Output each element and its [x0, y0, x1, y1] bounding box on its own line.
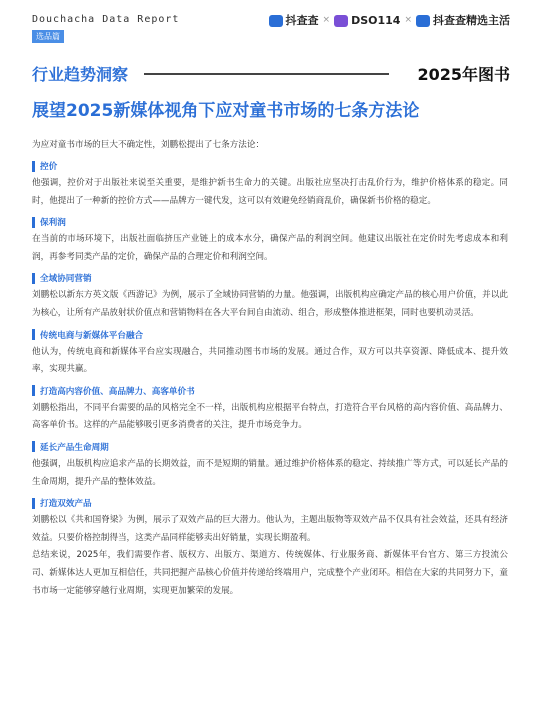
item-paragraph: 刘鹏松以新东方英文版《西游记》为例，展示了全域协同营销的力量。他强调，出版机构应确定产品的核心用户价值，并以此为核心，让所有产品放射状价值点和营销物料在各大平台间自由流动、组合，形成整体推进框架，同时也要机动灵活。 [32, 290, 508, 318]
heading-marker [32, 385, 35, 396]
brand-name: Douchacha Data Report [32, 14, 180, 25]
douchacha-logo: 抖查查 [269, 12, 319, 28]
douchacha-logo-icon [269, 15, 283, 27]
jingxuan-logo: 抖查查精选主活 [416, 12, 510, 28]
dso-logo-icon [334, 15, 348, 27]
article-body [32, 136, 508, 600]
item-heading: 控价 [32, 158, 508, 174]
section-title-bar [32, 62, 510, 86]
intro-paragraph: 为应对童书市场的巨大不确定性，刘鹏松提出了七条方法论： [32, 140, 265, 150]
section-title: 行业趋势洞察 [32, 65, 129, 84]
item-heading: 打造高内容价值、高品牌力、高客单价书 [32, 383, 508, 399]
jingxuan-logo-icon [416, 15, 430, 27]
item-paragraph: 刘鹏松以《共和国脊梁》为例，展示了双效产品的巨大潜力。他认为，主题出版物等双效产品不仅具有社会效益，还具有经济效益。只要价格控制得当，这类产品同样能够卖出好销量，实现长期盈利。 [32, 515, 508, 543]
heading-marker [32, 273, 35, 284]
title-divider [144, 73, 389, 75]
heading-marker [32, 329, 35, 340]
conclusion-paragraph: 总结来说，2025年，我们需要作者、版权方、出版方、渠道方、传统媒体、行业服务商、新媒体平台官方、第三方投流公司、新媒体达人更加互相信任，共同把握产品核心价值并传递给终端用户，完成整个产业闭环。相信在大家的共同努力下，童书市场一定能够穿越行业周期，实现更加繁荣的发展。 [32, 550, 508, 596]
logo-separator: × [322, 15, 331, 25]
dso-logo: DSO114 [334, 14, 400, 27]
heading-marker [32, 498, 35, 509]
heading-marker [32, 217, 35, 228]
heading-marker [32, 441, 35, 452]
item-paragraph: 他认为，传统电商和新媒体平台应实现融合，共同推动图书市场的发展。通过合作，双方可以共享资源、降低成本、提升效率，实现共赢。 [32, 346, 508, 375]
item-heading: 全域协同营销 [32, 270, 508, 286]
item-paragraph: 他强调，控价对于出版社来说至关重要，是维护新书生命力的关键。出版社应坚决打击乱价行为，维护价格体系的稳定。同时，他提出了一种新的控价方式——品牌方一键代发，这可以有效避免经销商乱价，确保新书价格的稳定。 [32, 178, 508, 206]
heading-marker [32, 161, 35, 172]
page-title: 展望2025新媒体视角下应对童书市场的七条方法论 [32, 101, 420, 121]
year-title: 2025年图书 [417, 65, 510, 84]
report-header [0, 0, 540, 45]
item-heading: 保利润 [32, 214, 508, 230]
item-heading: 传统电商与新媒体平台融合 [32, 327, 508, 343]
item-paragraph: 在当前的市场环境下，出版社面临挤压产业链上的成本水分，确保产品的利润空间。他建议出版社在定价时先考虑成本和利润，再参考同类产品的定价，确保产品的合理定价和利润空间。 [32, 234, 508, 262]
category-tag: 选品篇 [32, 30, 64, 43]
item-heading: 延长产品生命周期 [32, 439, 508, 455]
item-heading: 打造双效产品 [32, 495, 508, 511]
logo-separator: × [404, 15, 412, 25]
item-paragraph: 他强调，出版机构应追求产品的长期效益，而不是短期的销量。通过维护价格体系的稳定、持续推广等方式，可以延长产品的生命周期，提升产品的整体效益。 [32, 458, 508, 487]
partner-logos [269, 12, 510, 28]
item-paragraph: 刘鹏松指出，不同平台需要的品的风格完全不一样，出版机构应根据平台特点，打造符合平台风格的高内容价值、高品牌力、高客单价书。这样的产品能够吸引更多消费者的关注，提升市场竞争力。 [32, 402, 508, 431]
